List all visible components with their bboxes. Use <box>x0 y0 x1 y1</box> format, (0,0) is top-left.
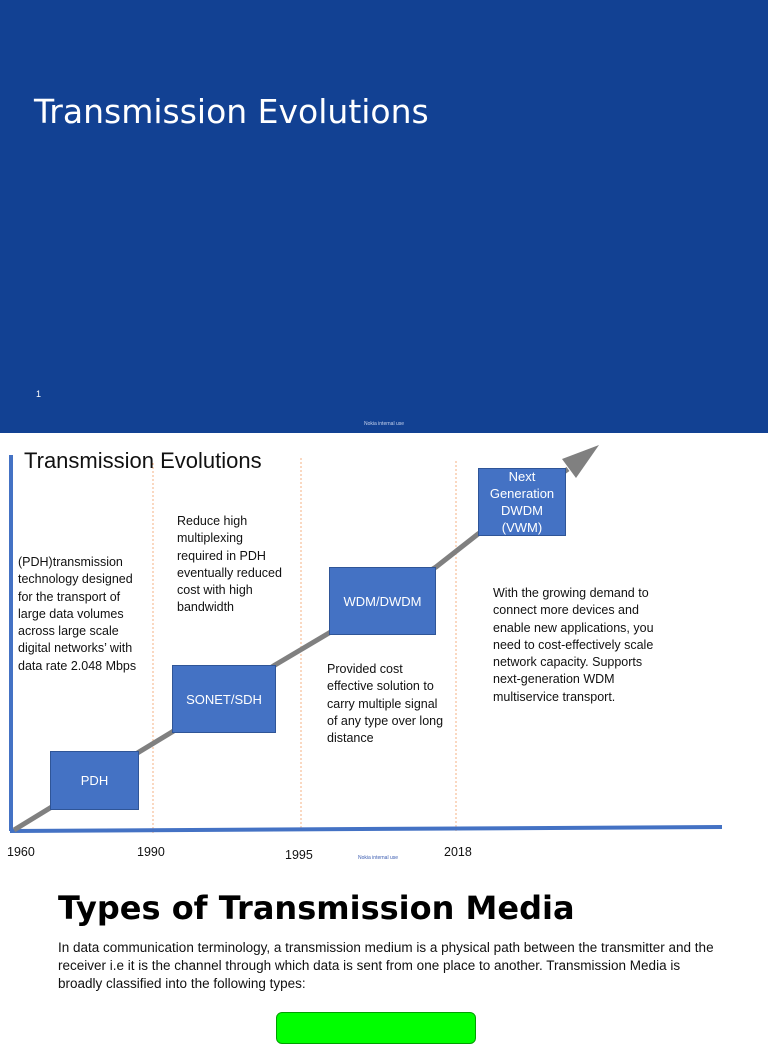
year-label: 1990 <box>137 845 165 859</box>
sonet-note: Reduce high multiplexing required in PDH eventually reduced cost with high bandwidth <box>177 514 282 615</box>
year-label: 2018 <box>444 845 472 859</box>
left-accent-bar <box>9 455 13 831</box>
slide-footer: Nokia internal use <box>363 421 405 427</box>
timeline-axis <box>10 827 722 831</box>
wdm-dwdm-box: WDM/DWDM <box>329 567 436 635</box>
slide-footer: Nokia internal use <box>358 855 399 861</box>
slide-title: Transmission Evolutions <box>34 92 429 131</box>
body-paragraph: In data communication terminology, a transmission medium is a physical path between the transmitter and the receiver i.e it is the channel through which data is sent from one place to another. Transmission Media is broadly classified into the following types: <box>58 940 714 991</box>
growth-arrow-head <box>562 445 599 478</box>
timeline-slide <box>0 433 768 873</box>
wdm-note: Provided cost effective solution to carry multiple signal of any type over long distance <box>327 662 444 746</box>
pdh-box: PDH <box>50 751 139 810</box>
pdh-note: (PDH)transmission technology designed for the transport of large data volumes across large scale digital networks’ with data rate 2.048 Mbps <box>18 555 137 673</box>
year-label: 1960 <box>7 845 35 859</box>
title-slide <box>0 0 768 433</box>
slide-number: 1 <box>36 389 42 399</box>
next-gen-note: With the growing demand to connect more devices and enable new applications, you need to cost-effectively scale network capacity. Supports next-generation WDM multiservice transport. <box>493 586 654 704</box>
media-type-box <box>276 1012 476 1044</box>
section-heading: Types of Transmission Media <box>58 889 575 927</box>
sonet-sdh-box: SONET/SDH <box>172 665 276 733</box>
year-label: 1995 <box>285 848 313 862</box>
slide-title: Transmission Evolutions <box>24 448 262 473</box>
next-gen-dwdm-box: Next Generation DWDM (VWM) <box>478 468 566 536</box>
